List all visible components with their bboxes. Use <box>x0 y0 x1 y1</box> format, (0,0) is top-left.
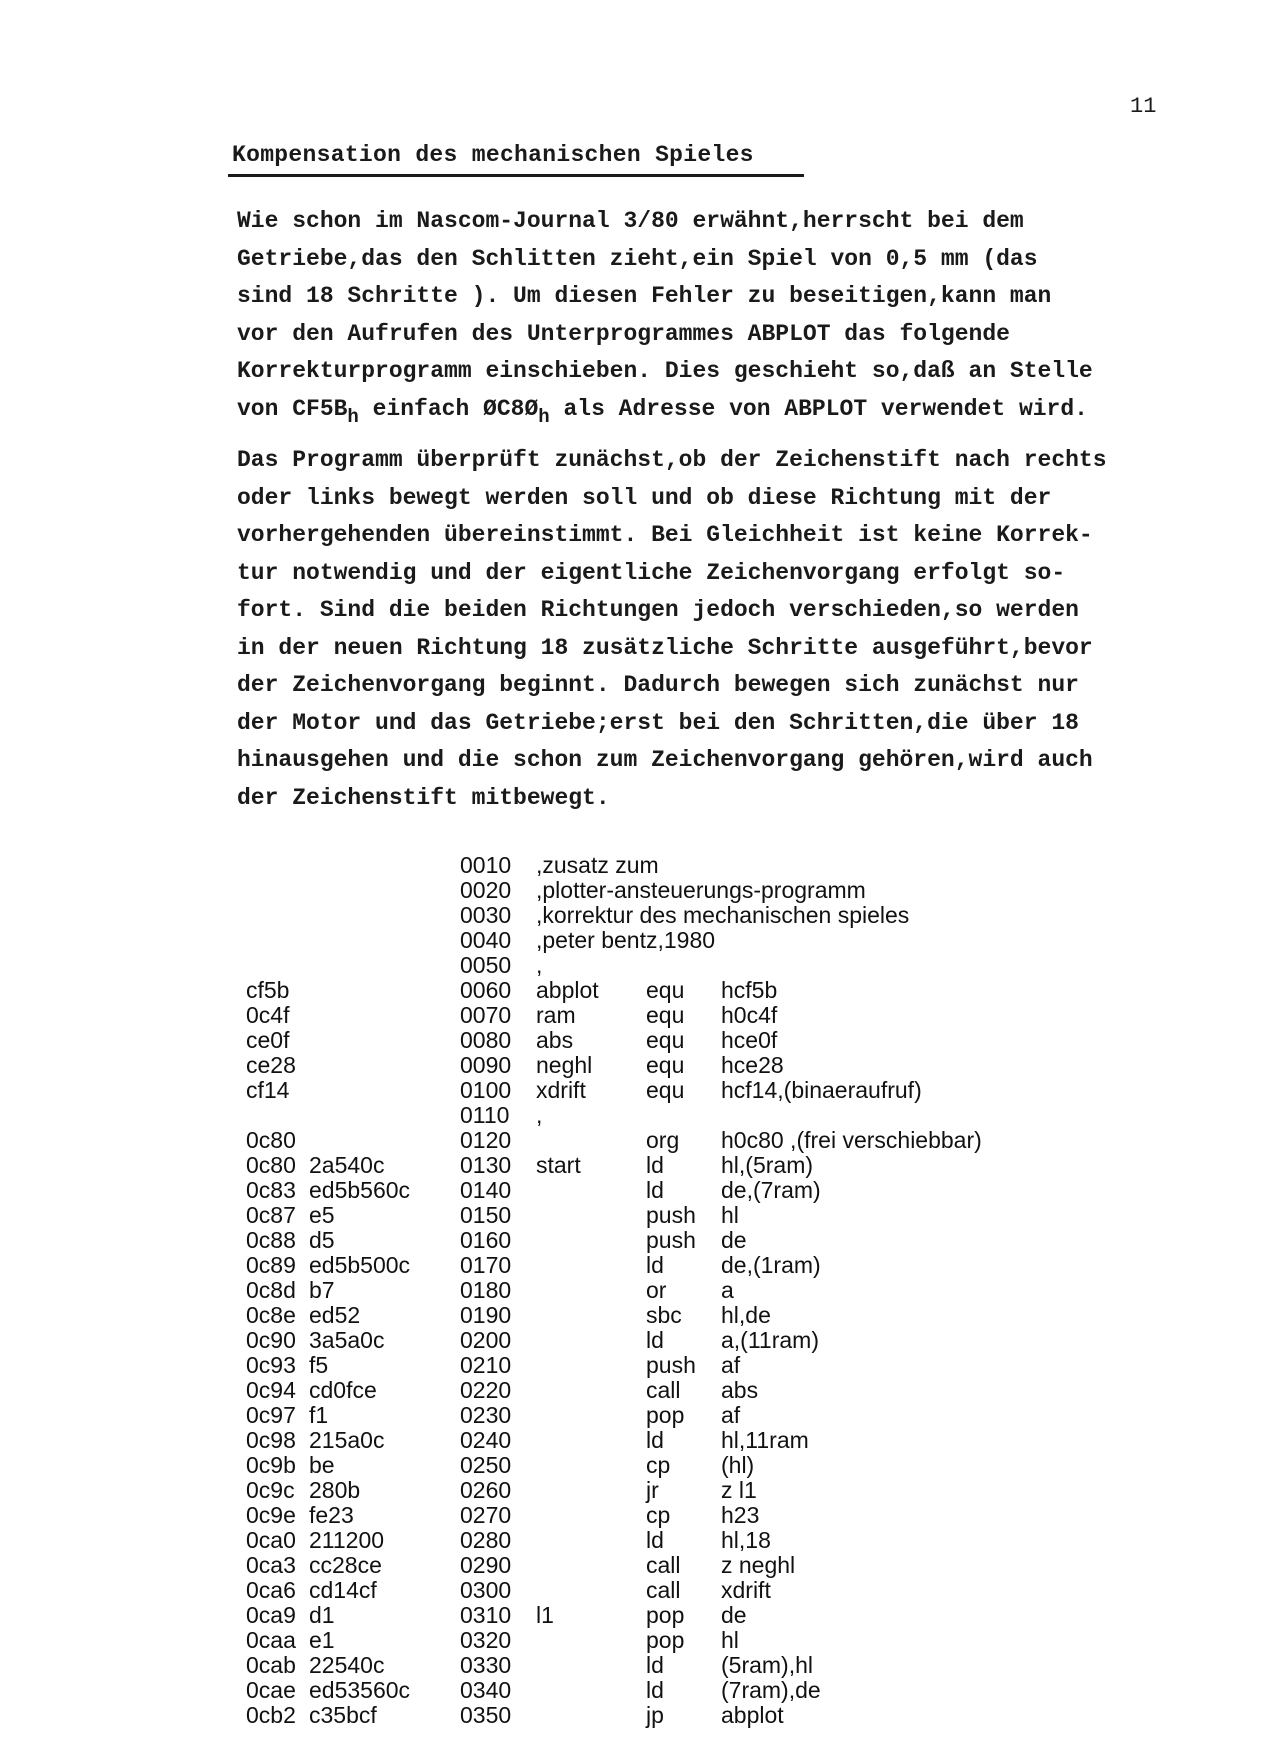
label: start <box>536 1152 581 1178</box>
text-line: Korrekturprogramm einschieben. Dies geschieht so,daß an Stelle <box>237 358 1093 384</box>
text-fragment: als Adresse von ABPLOT verwendet wird. <box>549 395 1088 422</box>
machine-code: f1 <box>309 1402 329 1428</box>
subscript-h: h <box>538 405 550 428</box>
line-number: 0070 <box>460 1002 512 1028</box>
text-line: in der neuen Richtung 18 zusätzliche Schritte ausgeführt,bevor <box>237 634 1093 661</box>
mnemonic: equ <box>646 1052 685 1078</box>
text-fragment: von CF5B <box>237 395 348 422</box>
operand: hce0f <box>721 1027 778 1053</box>
comment-text: ,peter bentz,1980 <box>536 927 716 953</box>
mnemonic: cp <box>646 1502 671 1528</box>
page-number: 11 <box>1130 94 1157 119</box>
mnemonic: equ <box>646 1002 685 1028</box>
mnemonic: ld <box>646 1427 664 1453</box>
address: 0c98 <box>246 1427 296 1453</box>
operand: h23 <box>721 1502 760 1528</box>
mnemonic: call <box>646 1552 681 1578</box>
mnemonic: cp <box>646 1452 671 1478</box>
text-line: oder links bewegt werden soll und ob diese Richtung mit der <box>237 484 1052 511</box>
line-number: 0210 <box>460 1352 512 1378</box>
address: 0ca6 <box>246 1577 296 1603</box>
mnemonic: ld <box>646 1252 664 1278</box>
line-number: 0260 <box>460 1477 512 1503</box>
operand: de <box>721 1602 747 1628</box>
mnemonic: ld <box>646 1652 664 1678</box>
line-number: 0250 <box>460 1452 512 1478</box>
operand: (5ram),hl <box>721 1652 814 1678</box>
line-number: 0120 <box>460 1127 512 1153</box>
operand: hl,(5ram) <box>721 1152 814 1178</box>
address: 0cab <box>246 1652 296 1678</box>
machine-code: cc28ce <box>309 1552 382 1578</box>
address: cf14 <box>246 1077 290 1103</box>
label: abplot <box>536 977 599 1003</box>
machine-code: ed5b560c <box>309 1177 411 1203</box>
operand: abs <box>721 1377 759 1403</box>
comment-text: ,korrektur des mechanischen spieles <box>536 902 910 928</box>
address: 0c88 <box>246 1227 296 1253</box>
line-number: 0330 <box>460 1652 512 1678</box>
line-number: 0230 <box>460 1402 512 1428</box>
line-number: 0270 <box>460 1502 512 1528</box>
operand: hce28 <box>721 1052 784 1078</box>
operand: h0c80 ,(frei verschiebbar) <box>721 1127 982 1153</box>
address: 0c9e <box>246 1502 296 1528</box>
line-number: 0220 <box>460 1377 512 1403</box>
address: 0c90 <box>246 1327 296 1353</box>
machine-code: 215a0c <box>309 1427 385 1453</box>
label: l1 <box>536 1602 554 1628</box>
mnemonic: call <box>646 1377 681 1403</box>
address: 0c80 <box>246 1152 296 1178</box>
text-line: sind 18 Schritte ). Um diesen Fehler zu beseitigen,kann man <box>237 283 1052 309</box>
operand: hl,18 <box>721 1527 771 1553</box>
mnemonic: or <box>646 1277 667 1303</box>
address: cf5b <box>246 977 290 1003</box>
machine-code: 3a5a0c <box>309 1327 385 1353</box>
machine-code: f5 <box>309 1352 329 1378</box>
machine-code: ed53560c <box>309 1677 411 1703</box>
mnemonic: pop <box>646 1602 685 1628</box>
label: xdrift <box>536 1077 586 1103</box>
text-line: fort. Sind die beiden Richtungen jedoch verschieden,so werden <box>237 597 1079 623</box>
address: 0ca3 <box>246 1552 296 1578</box>
address: 0c9c <box>246 1477 295 1503</box>
machine-code: cd0fce <box>309 1377 377 1403</box>
subscript-h: h <box>347 405 359 428</box>
line-number: 0020 <box>460 877 512 903</box>
mnemonic: ld <box>646 1327 664 1353</box>
text-line: vorhergehenden übereinstimmt. Bei Gleichheit ist keine Korrek- <box>237 522 1093 548</box>
address: 0caa <box>246 1627 296 1653</box>
paragraph-description <box>237 442 1107 817</box>
machine-code: 22540c <box>309 1652 385 1678</box>
line-number: 0110 <box>460 1102 510 1128</box>
operand: hl <box>721 1202 739 1228</box>
address: 0c94 <box>246 1377 296 1403</box>
mnemonic: equ <box>646 1027 685 1053</box>
mnemonic: pop <box>646 1627 685 1653</box>
heading-underline <box>228 174 804 177</box>
operand: a <box>721 1277 734 1303</box>
address: ce0f <box>246 1027 290 1053</box>
machine-code: 2a540c <box>309 1152 385 1178</box>
operand: af <box>721 1402 741 1428</box>
line-number: 0240 <box>460 1427 512 1453</box>
address: 0ca0 <box>246 1527 296 1553</box>
line-number: 0160 <box>460 1227 512 1253</box>
comment-text: , <box>536 952 543 978</box>
machine-code: b7 <box>309 1277 335 1303</box>
line-number: 0280 <box>460 1527 512 1553</box>
text-line: vor den Aufrufen des Unterprogrammes ABPLOT das folgende <box>237 320 1010 347</box>
line-number: 0350 <box>460 1702 512 1728</box>
machine-code: cd14cf <box>309 1577 377 1603</box>
mnemonic: ld <box>646 1177 664 1203</box>
text-fragment: einfach ØC8Ø <box>358 395 539 422</box>
operand: hl <box>721 1627 739 1653</box>
text-line <box>237 391 1093 429</box>
mnemonic: jr <box>646 1477 659 1503</box>
mnemonic: pop <box>646 1402 685 1428</box>
line-number: 0320 <box>460 1627 512 1653</box>
text-line: Das Programm überprüft zunächst,ob der Zeichenstift nach rechts <box>237 447 1107 473</box>
address: ce28 <box>246 1052 296 1078</box>
address: 0cae <box>246 1677 296 1703</box>
operand: hl,de <box>721 1302 771 1328</box>
line-number: 0040 <box>460 927 512 953</box>
line-number: 0170 <box>460 1252 512 1278</box>
mnemonic: call <box>646 1577 681 1603</box>
text-line: der Zeichenstift mitbewegt. <box>237 784 610 811</box>
machine-code: ed5b500c <box>309 1252 411 1278</box>
operand: de,(1ram) <box>721 1252 821 1278</box>
operand: abplot <box>721 1702 784 1728</box>
line-number: 0300 <box>460 1577 512 1603</box>
address: 0ca9 <box>246 1602 296 1628</box>
operand: (7ram),de <box>721 1677 821 1703</box>
operand: a,(11ram) <box>721 1327 819 1353</box>
address: 0c8e <box>246 1302 296 1328</box>
machine-code: 211200 <box>309 1527 385 1553</box>
machine-code: ed52 <box>309 1302 361 1328</box>
operand: af <box>721 1352 741 1378</box>
address: 0c80 <box>246 1127 296 1153</box>
label: abs <box>536 1027 574 1053</box>
machine-code: be <box>309 1452 335 1478</box>
comment-text: , <box>536 1102 543 1128</box>
line-number: 0200 <box>460 1327 512 1353</box>
operand: z l1 <box>721 1477 757 1503</box>
line-number: 0150 <box>460 1202 512 1228</box>
line-number: 0050 <box>460 952 512 978</box>
line-number: 0180 <box>460 1277 512 1303</box>
operand: hcf5b <box>721 977 778 1003</box>
text-line: Wie schon im Nascom-Journal 3/80 erwähnt,herrscht bei dem <box>237 208 1024 234</box>
operand: de <box>721 1227 747 1253</box>
address: 0c9b <box>246 1452 296 1478</box>
operand: h0c4f <box>721 1002 778 1028</box>
line-number: 0310 <box>460 1602 512 1628</box>
label: neghl <box>536 1052 593 1078</box>
text-line: der Motor und das Getriebe;erst bei den Schritten,die über 18 <box>237 709 1079 736</box>
operand: (hl) <box>721 1452 755 1478</box>
line-number: 0190 <box>460 1302 512 1328</box>
text-line: hinausgehen und die schon zum Zeichenvorgang gehören,wird auch <box>237 747 1093 773</box>
operand: z neghl <box>721 1552 796 1578</box>
mnemonic: jp <box>646 1702 664 1728</box>
line-number: 0130 <box>460 1152 512 1178</box>
address: 0c4f <box>246 1002 290 1028</box>
address: 0cb2 <box>246 1702 296 1728</box>
label: ram <box>536 1002 576 1028</box>
mnemonic: org <box>646 1127 680 1153</box>
operand: hcf14,(binaeraufruf) <box>721 1077 922 1103</box>
address: 0c97 <box>246 1402 296 1428</box>
machine-code: fe23 <box>309 1502 354 1528</box>
mnemonic: sbc <box>646 1302 682 1328</box>
address: 0c89 <box>246 1252 296 1278</box>
address: 0c87 <box>246 1202 296 1228</box>
machine-code: d5 <box>309 1227 335 1253</box>
line-number: 0100 <box>460 1077 512 1103</box>
machine-code: d1 <box>309 1602 335 1628</box>
mnemonic: ld <box>646 1527 664 1553</box>
line-number: 0340 <box>460 1677 512 1703</box>
operand: xdrift <box>721 1577 771 1603</box>
machine-code: 280b <box>309 1477 361 1503</box>
comment-text: ,zusatz zum <box>536 852 659 878</box>
mnemonic: ld <box>646 1677 664 1703</box>
paragraph-intro <box>237 203 1093 428</box>
text-line: der Zeichenvorgang beginnt. Dadurch bewegen sich zunächst nur <box>237 672 1079 698</box>
machine-code: c35bcf <box>309 1702 377 1728</box>
operand: hl,11ram <box>721 1427 809 1453</box>
comment-text: ,plotter-ansteuerungs-programm <box>536 877 866 903</box>
address: 0c93 <box>246 1352 296 1378</box>
address: 0c83 <box>246 1177 296 1203</box>
line-number: 0090 <box>460 1052 512 1078</box>
line-number: 0010 <box>460 852 512 878</box>
mnemonic: push <box>646 1227 696 1253</box>
mnemonic: ld <box>646 1152 664 1178</box>
line-number: 0290 <box>460 1552 512 1578</box>
text-line: Getriebe,das den Schlitten zieht,ein Spiel von 0,5 mm (das <box>237 245 1038 272</box>
operand: de,(7ram) <box>721 1177 821 1203</box>
mnemonic: equ <box>646 977 685 1003</box>
machine-code: e5 <box>309 1202 335 1228</box>
mnemonic: push <box>646 1352 696 1378</box>
line-number: 0080 <box>460 1027 512 1053</box>
machine-code: e1 <box>309 1627 335 1653</box>
line-number: 0060 <box>460 977 512 1003</box>
address: 0c8d <box>246 1277 296 1303</box>
mnemonic: equ <box>646 1077 685 1103</box>
line-number: 0140 <box>460 1177 512 1203</box>
mnemonic: push <box>646 1202 696 1228</box>
text-line: tur notwendig und der eigentliche Zeichenvorgang erfolgt so- <box>237 559 1066 586</box>
section-heading: Kompensation des mechanischen Spieles <box>232 142 754 168</box>
line-number: 0030 <box>460 902 512 928</box>
